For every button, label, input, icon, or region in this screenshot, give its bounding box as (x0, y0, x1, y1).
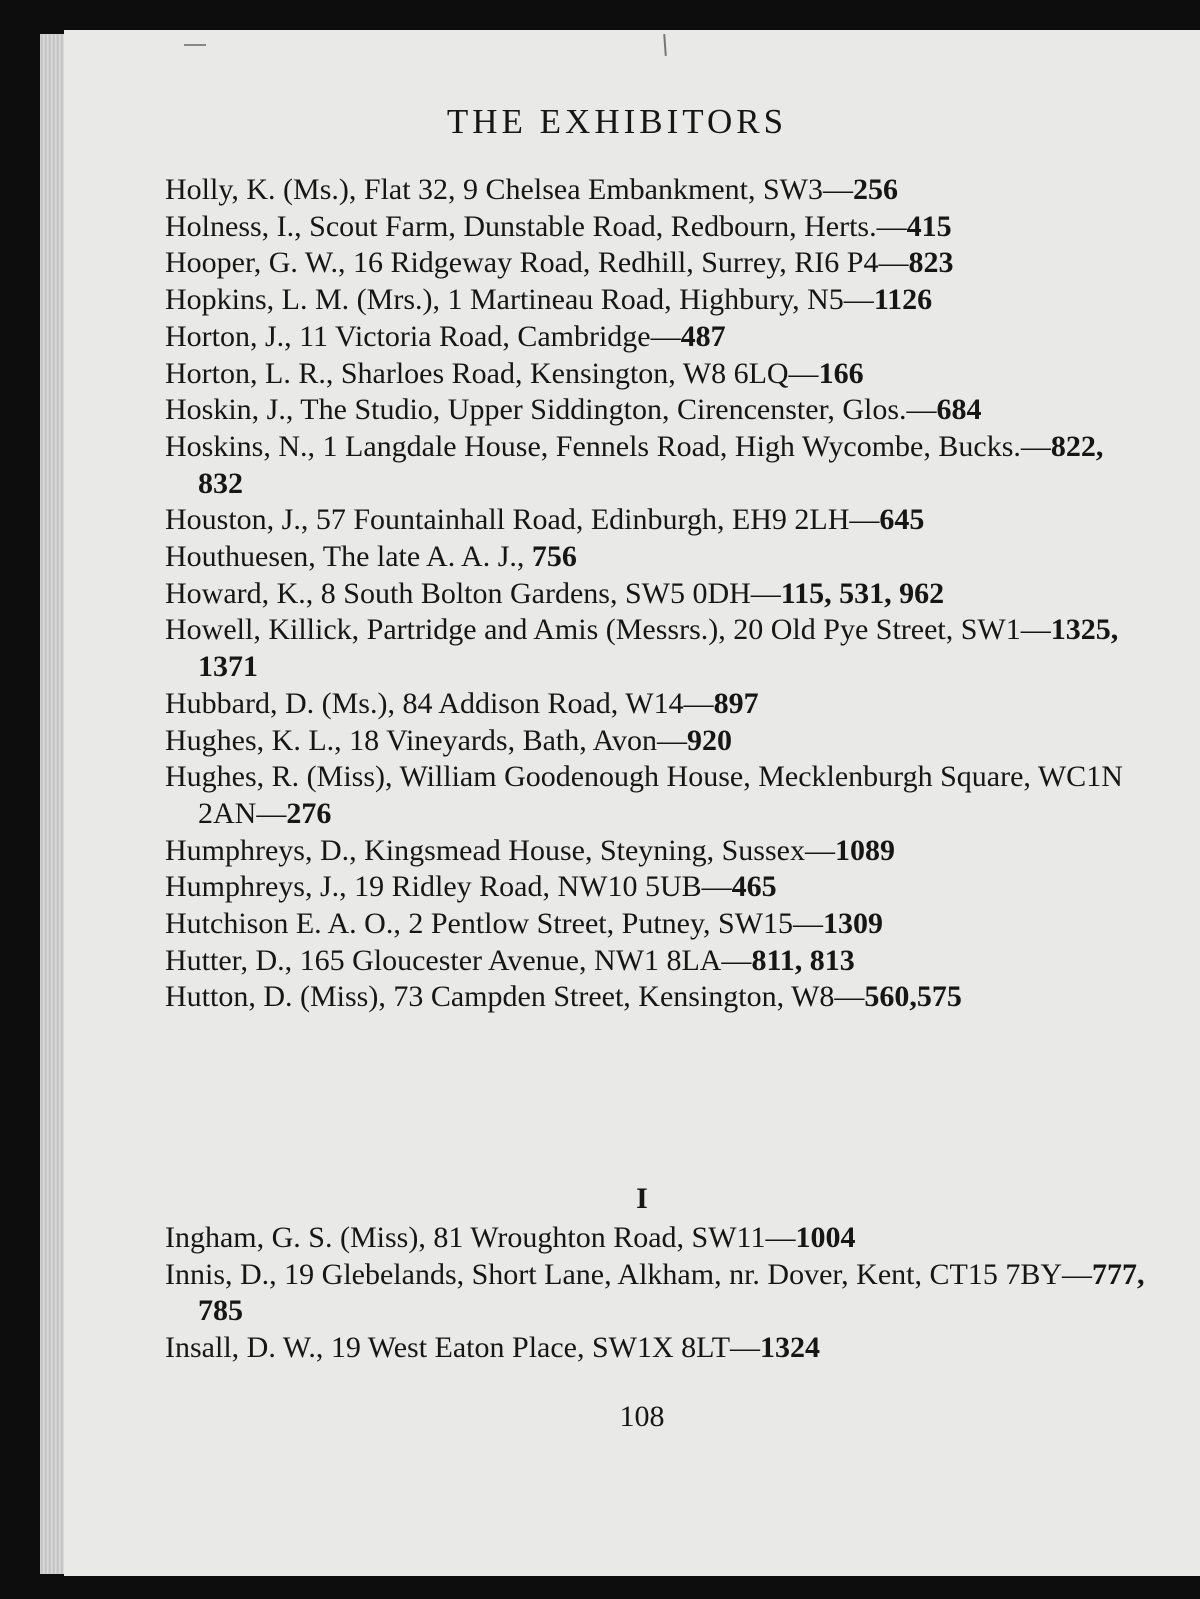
entry-text: Hutton, D. (Miss), 73 Campden Street, Kensington, W8— (165, 980, 865, 1014)
entry-catalogue-numbers: 920 (687, 723, 733, 757)
entry-text: Ingham, G. S. (Miss), 81 Wroughton Road, SW11— (165, 1221, 796, 1254)
entry-text: Hughes, R. (Miss), William Goodenough House, Mecklenburgh Square, WC1N 2AN— (165, 760, 1123, 830)
book-page (64, 30, 1200, 1576)
pencil-mark (663, 34, 667, 56)
exhibitor-list-i (165, 1220, 1155, 1367)
entry-text: Hoskin, J., The Studio, Upper Siddington, Cirencenster, Glos.— (165, 393, 937, 427)
exhibitor-entry (165, 356, 1155, 393)
exhibitor-entry (165, 539, 1155, 576)
entry-catalogue-numbers: 823 (908, 246, 954, 280)
exhibitor-entry (165, 429, 1155, 502)
entry-catalogue-numbers: 115, 531, 962 (780, 576, 945, 610)
entry-text: Innis, D., 19 Glebelands, Short Lane, Alkham, nr. Dover, Kent, CT15 7BY— (165, 1257, 1093, 1291)
entry-text: Hopkins, L. M. (Mrs.), 1 Martineau Road, Highbury, N5— (165, 283, 874, 317)
entry-text: Houthuesen, The late A. A. J., (165, 540, 532, 574)
entry-catalogue-numbers: 166 (818, 356, 864, 390)
exhibitor-entry (165, 1330, 1155, 1367)
entry-catalogue-numbers: 256 (852, 173, 898, 206)
entry-catalogue-numbers: 1089 (834, 833, 895, 867)
entry-catalogue-numbers: 777, 785 (198, 1257, 1145, 1328)
section-heading-letter: I (636, 1182, 648, 1215)
exhibitor-entry (165, 869, 1155, 906)
entry-catalogue-numbers: 645 (879, 503, 925, 537)
entry-catalogue-numbers: 1309 (823, 907, 884, 941)
entry-catalogue-numbers: 897 (713, 686, 759, 720)
entry-catalogue-numbers: 1324 (760, 1331, 821, 1365)
entry-catalogue-numbers: 487 (680, 319, 726, 353)
entry-catalogue-numbers: 560,575 (864, 980, 962, 1014)
exhibitor-entry (165, 612, 1155, 685)
exhibitor-list-h (165, 172, 1155, 1016)
entry-text: Horton, J., 11 Victoria Road, Cambridge— (165, 319, 681, 353)
exhibitor-entry (165, 172, 1155, 209)
entry-text: Howell, Killick, Partridge and Amis (Messrs.), 20 Old Pye Street, SW1— (165, 613, 1051, 647)
page-title: THE EXHIBITORS (446, 102, 788, 141)
entry-catalogue-numbers: 822, 832 (198, 429, 1104, 500)
entry-text: Holly, K. (Ms.), Flat 32, 9 Chelsea Embankment, SW3— (165, 173, 853, 206)
entry-text: Hutter, D., 165 Gloucester Avenue, NW1 8LA— (165, 943, 752, 977)
exhibitor-entry (165, 723, 1155, 760)
page-number: 108 (619, 1400, 665, 1433)
exhibitor-entry (165, 979, 1155, 1016)
exhibitor-entry (165, 209, 1155, 246)
exhibitor-entry (165, 833, 1155, 870)
entry-text: Humphreys, D., Kingsmead House, Steyning, Sussex— (165, 833, 835, 867)
entry-catalogue-numbers: 465 (731, 870, 777, 904)
entry-text: Hooper, G. W., 16 Ridgeway Road, Redhill, Surrey, RI6 P4— (165, 246, 909, 280)
exhibitor-entry (165, 1220, 1155, 1257)
exhibitor-entry (165, 282, 1155, 319)
exhibitor-entry (165, 392, 1155, 429)
exhibitor-entry (165, 759, 1155, 832)
exhibitor-entry (165, 1257, 1155, 1330)
entry-catalogue-numbers: 756 (531, 540, 577, 574)
entry-catalogue-numbers: 684 (936, 393, 982, 427)
entry-text: Howard, K., 8 South Bolton Gardens, SW5 0DH— (165, 576, 781, 610)
entry-catalogue-numbers: 1126 (873, 283, 933, 317)
entry-text: Hughes, K. L., 18 Vineyards, Bath, Avon— (165, 723, 688, 757)
entry-text: Hutchison E. A. O., 2 Pentlow Street, Putney, SW15— (165, 907, 824, 941)
entry-catalogue-numbers: 276 (286, 796, 332, 830)
entry-text: Humphreys, J., 19 Ridley Road, NW10 5UB— (165, 870, 732, 904)
pencil-mark (184, 44, 206, 46)
entry-text: Hubbard, D. (Ms.), 84 Addison Road, W14— (165, 686, 714, 720)
exhibitor-entry (165, 906, 1155, 943)
entry-catalogue-numbers: 811, 813 (751, 943, 855, 977)
entry-text: Holness, I., Scout Farm, Dunstable Road, Redbourn, Herts.— (165, 209, 907, 243)
entry-catalogue-numbers: 415 (906, 209, 952, 243)
exhibitor-entry (165, 245, 1155, 282)
entry-text: Houston, J., 57 Fountainhall Road, Edinburgh, EH9 2LH— (165, 503, 880, 537)
exhibitor-entry (165, 502, 1155, 539)
entry-text: Insall, D. W., 19 West Eaton Place, SW1X 8LT— (165, 1331, 761, 1365)
entry-catalogue-numbers: 1004 (795, 1221, 856, 1254)
exhibitor-entry (165, 319, 1155, 356)
entry-text: Horton, L. R., Sharloes Road, Kensington, W8 6LQ— (165, 356, 819, 390)
entry-catalogue-numbers: 1325, 1371 (198, 613, 1119, 684)
exhibitor-entry (165, 576, 1155, 613)
exhibitor-entry (165, 686, 1155, 723)
exhibitor-entry (165, 943, 1155, 980)
entry-text: Hoskins, N., 1 Langdale House, Fennels Road, High Wycombe, Bucks.— (165, 429, 1051, 463)
